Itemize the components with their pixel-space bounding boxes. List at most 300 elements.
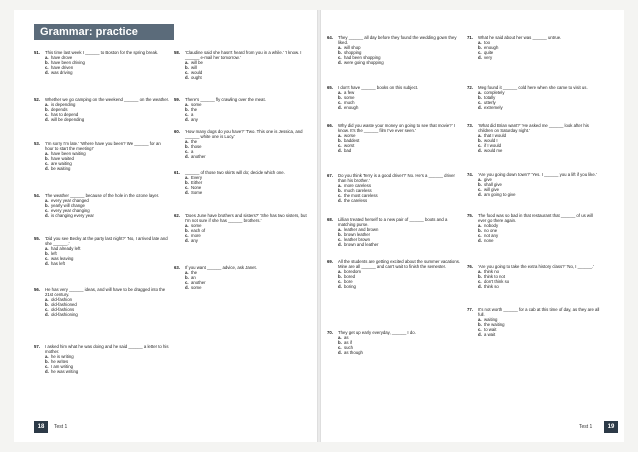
option-text: completely xyxy=(484,90,505,96)
question-number: 74. xyxy=(467,172,473,177)
option-text: shopping xyxy=(344,50,362,56)
option-text: worse xyxy=(344,133,356,139)
question-number: 59. xyxy=(174,97,180,102)
option-letter: a. xyxy=(45,55,49,61)
option-text: think to not xyxy=(484,274,506,280)
question-51 xyxy=(34,50,172,75)
option-letter: c. xyxy=(338,55,342,61)
question-53 xyxy=(34,141,172,172)
option-letter: a. xyxy=(478,177,482,183)
option-letter: d. xyxy=(45,70,49,76)
option-text: every year changing xyxy=(51,208,90,214)
question-number: 64. xyxy=(327,35,333,40)
option-text: much careless xyxy=(344,188,372,194)
option-letter: a. xyxy=(338,335,342,341)
answer-option xyxy=(467,238,605,243)
option-text: shall give xyxy=(484,182,502,188)
option-letter: a. xyxy=(185,102,189,108)
option-letter: b. xyxy=(185,144,189,150)
option-letter: b. xyxy=(478,274,482,280)
question-stem: There's ______ fly crawling over the meat. xyxy=(185,97,266,102)
option-text: waiting xyxy=(484,317,498,323)
answer-option xyxy=(174,238,312,243)
option-text: will be xyxy=(191,60,203,66)
question-number: 61. xyxy=(174,170,180,175)
option-text: had been shopping xyxy=(344,55,381,61)
answer-option xyxy=(34,166,172,171)
question-stem: 'How many dogs do you have?' 'Two. This one is Jessica, and ______ white one is Lucy.' xyxy=(185,129,303,140)
option-letter: a. xyxy=(478,90,482,96)
option-text: no one xyxy=(484,228,498,234)
option-text: was driving xyxy=(51,70,73,76)
option-text: more xyxy=(191,233,201,239)
option-text: think no xyxy=(484,269,500,275)
answer-option xyxy=(327,350,465,355)
option-letter: d. xyxy=(338,105,342,111)
option-text: have been waiting xyxy=(51,151,86,157)
option-text: None xyxy=(191,185,202,191)
page-footer-label: Test 1 xyxy=(54,424,68,430)
question-stem: If you want ______ advice, ask Janet. xyxy=(185,265,257,270)
page-footer-label: Test 1 xyxy=(579,424,593,430)
option-letter: d. xyxy=(478,332,482,338)
answer-option xyxy=(467,332,605,337)
question-number: 58. xyxy=(174,50,180,55)
question-75 xyxy=(467,213,605,244)
option-text: none xyxy=(484,238,494,244)
option-text: has to depend xyxy=(51,112,79,118)
option-letter: d. xyxy=(45,117,49,123)
option-letter: c. xyxy=(478,187,482,193)
option-letter: c. xyxy=(478,50,482,56)
option-text: a xyxy=(191,112,194,118)
question-stem: All the students are getting excited about the summer vacations. Mine are all ______ and can't wait to finish the semester. xyxy=(338,259,461,270)
option-text: yearly will change xyxy=(51,203,85,209)
option-letter: d. xyxy=(45,166,49,172)
option-letter: a. xyxy=(45,102,49,108)
option-text: some xyxy=(191,223,202,229)
question-55 xyxy=(34,236,172,267)
answer-option xyxy=(34,117,172,122)
option-letter: d. xyxy=(338,60,342,66)
option-letter: d. xyxy=(45,213,49,219)
option-letter: c. xyxy=(185,280,189,286)
option-letter: c. xyxy=(45,307,49,313)
question-56 xyxy=(34,287,172,318)
question-65 xyxy=(327,85,465,110)
option-text: not any xyxy=(484,233,499,239)
question-number: 67. xyxy=(327,173,333,178)
option-text: baddest xyxy=(344,138,360,144)
option-letter: d. xyxy=(478,105,482,111)
option-text: as though xyxy=(344,350,363,356)
question-stem: What he said about her was ______ untrue. xyxy=(478,35,562,40)
option-letter: a. xyxy=(338,45,342,51)
option-text: bored xyxy=(344,274,355,280)
option-text: had already left xyxy=(51,246,81,252)
option-text: old-fashion xyxy=(51,297,73,303)
question-60 xyxy=(174,129,312,160)
question-number: 63. xyxy=(174,265,180,270)
option-letter: d. xyxy=(45,261,49,267)
section-title: Grammar: practice xyxy=(34,24,174,40)
option-text: old-fashioning xyxy=(51,312,78,318)
option-text: brown leather xyxy=(344,232,371,238)
option-text: if I would xyxy=(484,143,501,149)
question-stem: 'Are you going down town?' 'Yes. I ______ you a lift if you like.' xyxy=(478,172,597,177)
question-number: 75. xyxy=(467,213,473,218)
option-letter: d. xyxy=(338,284,342,290)
answer-option xyxy=(174,75,312,80)
question-stem: 'What did Brian want?' 'He asked me ______ look after his children on Saturday night.' xyxy=(478,123,589,134)
option-letter: c. xyxy=(338,143,342,149)
option-text: he is writing xyxy=(51,354,74,360)
option-letter: c. xyxy=(45,256,49,262)
option-letter: d. xyxy=(478,192,482,198)
question-number: 55. xyxy=(34,236,40,241)
option-text: were going shopping xyxy=(344,60,384,66)
question-number: 71. xyxy=(467,35,473,40)
option-letter: c. xyxy=(478,327,482,333)
option-letter: b. xyxy=(338,95,342,101)
option-letter: c. xyxy=(185,233,189,239)
question-number: 51. xyxy=(34,50,40,55)
question-stem: They get up early everyday, ______ I do. xyxy=(338,330,416,335)
question-number: 66. xyxy=(327,123,333,128)
option-letter: b. xyxy=(338,50,342,56)
question-stem: 'Does June have brothers and sisters?' 'She has two sisters, but I'm not sure if she has ______ brothers.' xyxy=(185,213,307,224)
answer-option xyxy=(467,284,605,289)
option-text: the waiting xyxy=(484,322,505,328)
option-text: boredom xyxy=(344,269,361,275)
option-letter: c. xyxy=(185,70,189,76)
option-text: each of xyxy=(191,228,206,234)
option-letter: a. xyxy=(45,198,49,204)
right-page xyxy=(321,10,624,442)
option-letter: c. xyxy=(45,208,49,214)
question-stem: The food was so bad in that restaurant that ______ of us will ever go there again. xyxy=(478,213,593,224)
option-letter: b. xyxy=(185,275,189,281)
question-stem: He has very ______ ideas, and will have to be dragged into the 21st century. xyxy=(45,287,166,298)
question-stem: The weather ______ because of the hole in the ozone layer. xyxy=(45,193,160,198)
option-text: is depending xyxy=(51,102,76,108)
question-74 xyxy=(467,172,605,197)
option-text: some xyxy=(191,285,202,291)
option-text: brown and leather xyxy=(344,242,379,248)
question-stem: 'Did you see Becky at the party last night?' 'No, I arrived late and she ______.' xyxy=(45,236,168,247)
question-number: 57. xyxy=(34,344,40,349)
option-letter: b. xyxy=(478,228,482,234)
option-letter: b. xyxy=(45,359,49,365)
page-number-badge: 18 xyxy=(34,421,48,433)
option-letter: d. xyxy=(185,154,189,160)
question-number: 52. xyxy=(34,97,40,102)
option-text: any xyxy=(191,117,198,123)
option-text: that I would xyxy=(484,133,506,139)
option-letter: d. xyxy=(45,312,49,318)
option-letter: b. xyxy=(45,60,49,66)
option-text: a wait xyxy=(484,332,496,338)
option-text: to wait xyxy=(484,327,497,333)
option-text: old-fashioned xyxy=(51,302,77,308)
option-letter: b. xyxy=(45,156,49,162)
question-stem: Meg found it ______ cold here when she came to visit us. xyxy=(478,85,588,90)
question-number: 56. xyxy=(34,287,40,292)
question-number: 53. xyxy=(34,141,40,146)
question-68 xyxy=(327,217,465,248)
option-letter: a. xyxy=(185,139,189,145)
answer-option xyxy=(467,148,605,153)
option-text: the xyxy=(191,107,197,113)
option-letter: b. xyxy=(338,340,342,346)
option-text: enough xyxy=(344,105,359,111)
option-text: be waiting xyxy=(51,166,71,172)
option-text: will shop xyxy=(344,45,361,51)
question-76 xyxy=(467,264,605,289)
option-letter: b. xyxy=(478,45,482,51)
option-letter: c. xyxy=(338,279,342,285)
option-text: left xyxy=(51,251,57,257)
question-number: 54. xyxy=(34,193,40,198)
option-text: another xyxy=(191,154,206,160)
option-letter: c. xyxy=(185,112,189,118)
option-letter: d. xyxy=(478,148,482,154)
option-text: will give xyxy=(484,187,500,193)
option-text: utterly xyxy=(484,100,496,106)
option-text: Some xyxy=(191,190,203,196)
option-letter: c. xyxy=(185,149,189,155)
question-stem: 'Are you going to take the extra history class?' 'No, I ______.' xyxy=(478,264,595,269)
option-text: some xyxy=(344,95,355,101)
answer-option xyxy=(327,284,465,289)
option-letter: a. xyxy=(45,246,49,252)
option-text: too xyxy=(484,40,490,46)
question-73 xyxy=(467,123,605,154)
option-letter: d. xyxy=(338,148,342,154)
option-letter: b. xyxy=(478,322,482,328)
option-letter: d. xyxy=(478,238,482,244)
question-stem: Whether we go camping on the weekend ______ on the weather. xyxy=(45,97,169,102)
option-letter: d. xyxy=(45,369,49,375)
question-stem: They ______ all day before they found the wedding gown they liked. xyxy=(338,35,457,46)
option-letter: d. xyxy=(185,117,189,123)
answer-option xyxy=(327,105,465,110)
question-stem: I don't have ______ books on this subject. xyxy=(338,85,419,90)
question-54 xyxy=(34,193,172,218)
option-letter: b. xyxy=(478,182,482,188)
answer-option xyxy=(34,312,172,317)
option-letter: a. xyxy=(185,270,189,276)
question-number: 62. xyxy=(174,213,180,218)
option-letter: a. xyxy=(45,151,49,157)
page-number-badge: 19 xyxy=(604,421,618,433)
option-letter: c. xyxy=(45,364,49,370)
option-text: I am writing xyxy=(51,364,73,370)
option-text: don't think so xyxy=(484,279,510,285)
option-letter: a. xyxy=(338,183,342,189)
option-letter: c. xyxy=(45,65,49,71)
option-letter: b. xyxy=(45,251,49,257)
option-letter: a. xyxy=(185,223,189,229)
option-letter: a. xyxy=(185,175,189,181)
option-text: extremely xyxy=(484,105,503,111)
option-text: depends xyxy=(51,107,68,113)
option-letter: a. xyxy=(45,354,49,360)
answer-option xyxy=(327,198,465,203)
option-text: the xyxy=(191,270,197,276)
question-stem: Do you think Terry is a good driver?' No. He's a ______ driver than his brother.' xyxy=(338,173,455,184)
option-letter: b. xyxy=(45,203,49,209)
question-number: 72. xyxy=(467,85,473,90)
option-letter: c. xyxy=(45,161,49,167)
option-letter: b. xyxy=(338,188,342,194)
option-text: totally xyxy=(484,95,496,101)
question-stem: I asked him what he was doing and he said ______ a letter to his mother. xyxy=(45,344,169,355)
option-letter: a. xyxy=(478,223,482,229)
answer-option xyxy=(467,55,605,60)
question-52 xyxy=(34,97,172,122)
option-letter: a. xyxy=(478,317,482,323)
option-letter: d. xyxy=(185,75,189,81)
option-text: a few xyxy=(344,90,355,96)
option-text: leather brown xyxy=(344,237,371,243)
option-text: bore xyxy=(344,279,353,285)
option-letter: d. xyxy=(338,350,342,356)
option-text: am going to give xyxy=(484,192,516,198)
option-text: any xyxy=(191,238,198,244)
answer-option xyxy=(327,148,465,153)
option-text: every year changed xyxy=(51,198,89,204)
option-text: those xyxy=(191,144,202,150)
question-58 xyxy=(174,50,312,81)
option-text: the most careless xyxy=(344,193,378,199)
option-text: have driven xyxy=(51,65,74,71)
option-letter: b. xyxy=(338,232,342,238)
option-text: enough xyxy=(484,45,499,51)
option-letter: b. xyxy=(478,95,482,101)
option-letter: a. xyxy=(478,133,482,139)
option-text: think so xyxy=(484,284,499,290)
option-text: would I xyxy=(484,138,498,144)
question-number: 77. xyxy=(467,307,473,312)
option-text: he was writing xyxy=(51,369,79,375)
option-letter: c. xyxy=(478,143,482,149)
option-text: more careless xyxy=(344,183,371,189)
option-text: have waited xyxy=(51,156,74,162)
option-text: quite xyxy=(484,50,494,56)
question-number: 69. xyxy=(327,259,333,264)
option-letter: b. xyxy=(338,274,342,280)
option-text: much xyxy=(344,100,355,106)
option-text: will be depending xyxy=(51,117,85,123)
question-61 xyxy=(174,170,312,195)
answer-option xyxy=(327,242,465,247)
option-text: as xyxy=(344,335,349,341)
option-letter: a. xyxy=(338,90,342,96)
question-70 xyxy=(327,330,465,355)
option-letter: c. xyxy=(338,345,342,351)
option-letter: d. xyxy=(185,285,189,291)
option-letter: a. xyxy=(478,40,482,46)
question-72 xyxy=(467,85,605,110)
option-letter: a. xyxy=(478,269,482,275)
option-letter: a. xyxy=(338,133,342,139)
answer-option xyxy=(34,261,172,266)
option-text: old-fashions xyxy=(51,307,75,313)
option-text: Either xyxy=(191,180,203,186)
option-letter: b. xyxy=(45,302,49,308)
option-letter: a. xyxy=(338,227,342,233)
option-letter: a. xyxy=(338,269,342,275)
option-text: an xyxy=(191,275,196,281)
question-stem: Lillian treated herself to a new pair of ______ boots and a matching purse. xyxy=(338,217,448,228)
question-69 xyxy=(327,259,465,290)
question-number: 68. xyxy=(327,217,333,222)
option-text: a xyxy=(191,149,194,155)
answer-option xyxy=(174,117,312,122)
option-letter: c. xyxy=(338,193,342,199)
option-letter: a. xyxy=(45,297,49,303)
answer-option xyxy=(34,369,172,374)
question-67 xyxy=(327,173,465,204)
option-letter: d. xyxy=(338,242,342,248)
option-text: very xyxy=(484,55,493,61)
question-number: 70. xyxy=(327,330,333,335)
question-77 xyxy=(467,307,605,338)
option-text: are waiting xyxy=(51,161,72,167)
option-text: give xyxy=(484,177,492,183)
left-page xyxy=(14,10,317,442)
option-letter: a. xyxy=(185,60,189,66)
answer-option xyxy=(174,190,312,195)
option-letter: d. xyxy=(478,55,482,61)
question-stem: 'Claudine said she hasn't heard from you in a while.' 'I know. I ______ e-mail her tomorrow.' xyxy=(185,50,302,61)
option-text: boring xyxy=(344,284,356,290)
option-text: would xyxy=(191,70,203,76)
option-text: he writes xyxy=(51,359,69,365)
question-stem: ______ of those two skirts will do; decide which one. xyxy=(185,170,285,175)
option-text: have drove xyxy=(51,55,73,61)
answer-option xyxy=(174,285,312,290)
option-text: the xyxy=(191,139,197,145)
question-stem: This time last week I ______ to Boston for the spring break. xyxy=(45,50,159,55)
answer-option xyxy=(467,105,605,110)
option-letter: c. xyxy=(185,185,189,191)
answer-option xyxy=(467,192,605,197)
question-number: 60. xyxy=(174,129,180,134)
option-text: was leaving xyxy=(51,256,74,262)
option-text: is changing every year xyxy=(51,213,94,219)
option-text: bad xyxy=(344,148,352,154)
option-letter: b. xyxy=(478,138,482,144)
option-letter: b. xyxy=(185,180,189,186)
question-71 xyxy=(467,35,605,60)
question-59 xyxy=(174,97,312,122)
answer-option xyxy=(174,154,312,159)
option-letter: c. xyxy=(478,233,482,239)
question-66 xyxy=(327,123,465,154)
option-text: would me xyxy=(484,148,503,154)
option-letter: d. xyxy=(478,284,482,290)
question-number: 73. xyxy=(467,123,473,128)
question-64 xyxy=(327,35,465,66)
option-text: worst xyxy=(344,143,355,149)
option-text: Every xyxy=(191,175,202,181)
option-letter: b. xyxy=(185,65,189,71)
answer-option xyxy=(34,70,172,75)
option-letter: d. xyxy=(185,238,189,244)
option-letter: c. xyxy=(338,100,342,106)
